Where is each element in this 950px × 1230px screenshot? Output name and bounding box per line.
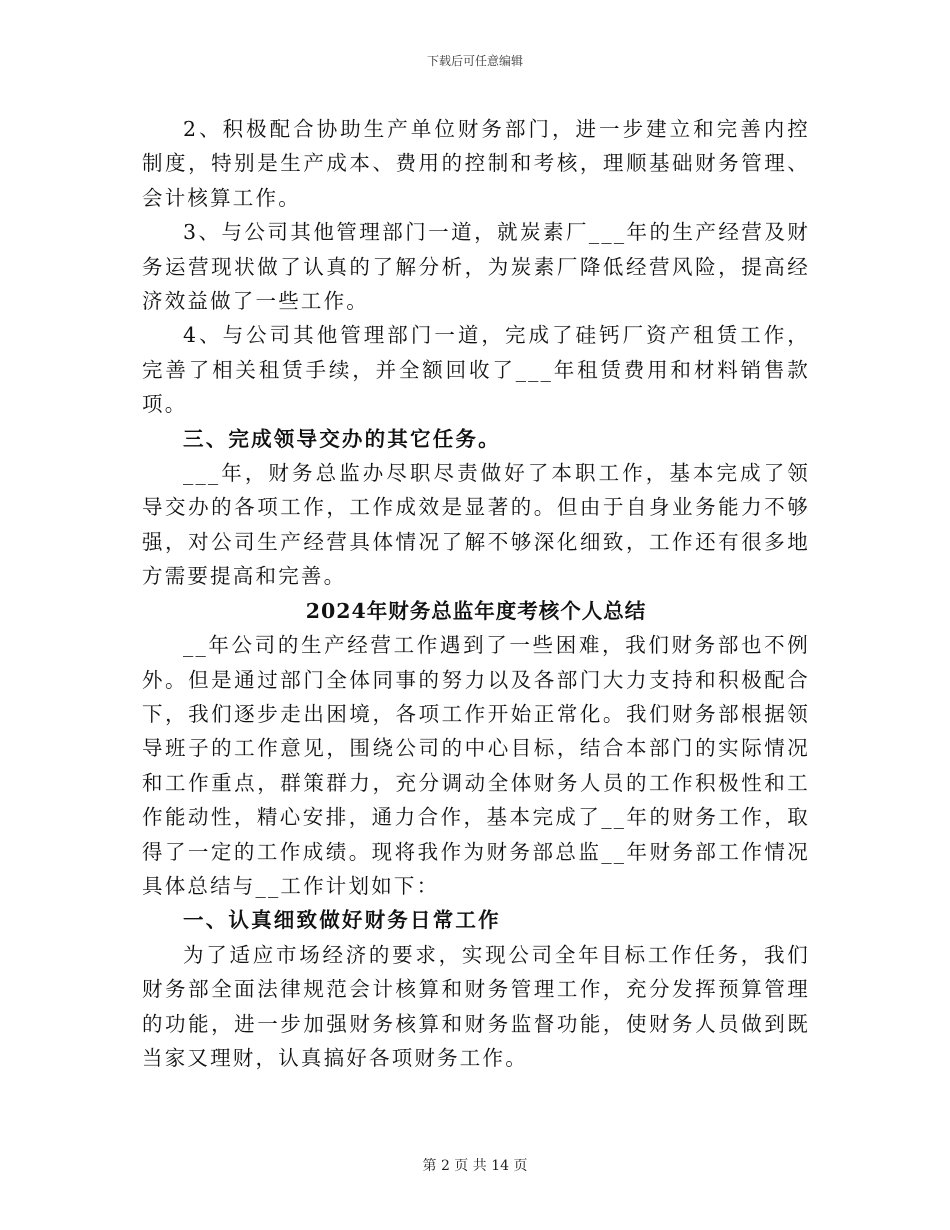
paragraph-item-3: 3、与公司其他管理部门一道，就炭素厂___年的生产经营及财务运营现状做了认真的了解分析，为炭素厂降低经营风险，提高经济效益做了一些工作。	[142, 220, 810, 314]
page-footer: 第 2 页 共 14 页	[422, 1158, 528, 1174]
section-heading-3: 三、完成领导交办的其它任务。	[183, 426, 501, 451]
paragraph-summary: ___年，财务总监办尽职尽责做好了本职工作，基本完成了领导交办的各项工作，工作成效是显著的。但由于自身业务能力不够强，对公司生产经营具体情况了解不够深化细致，工作还有很多地方需要提高和完善。	[142, 461, 810, 589]
section-heading-1: 一、认真细致做好财务日常工作	[183, 908, 501, 933]
paragraph-item-4: 4、与公司其他管理部门一道，完成了硅钙厂资产租赁工作，完善了相关租赁手续，并全额回收了___年租赁费用和材料销售款项。	[142, 323, 810, 417]
document-body	[142, 112, 810, 1075]
paragraph-section-1: 为了适应市场经济的要求，实现公司全年目标工作任务，我们财务部全面法律规范会计核算和财务管理工作，充分发挥预算管理的功能，进一步加强财务核算和财务监督功能，使财务人员做到既当家又理财，认真搞好各项财务工作。	[142, 942, 810, 1070]
document-title: 2024年财务总监年度考核个人总结	[305, 598, 647, 623]
paragraph-item-2: 2、积极配合协助生产单位财务部门，进一步建立和完善内控制度，特别是生产成本、费用的控制和考核，理顺基础财务管理、会计核算工作。	[142, 117, 810, 210]
paragraph-intro: __年公司的生产经营工作遇到了一些困难，我们财务部也不例外。但是通过部门全体同事的努力以及各部门大力支持和积极配合下，我们逐步走出困境，各项工作开始正常化。我们财务部根据领导班子的工作意见，围绕公司的中心目标，结合本部门的实际情况和工作重点，群策群力，充分调动全体财务人员的工作积极性和工作能动性，精心安排，通力合作，基本完成了__年的财务工作，取得了一定的工作成绩。现将我作为财务部总监__年财务部工作情况具体总结与__工作计划如下：	[142, 633, 810, 898]
page-header: 下载后可任意编辑	[426, 54, 523, 68]
